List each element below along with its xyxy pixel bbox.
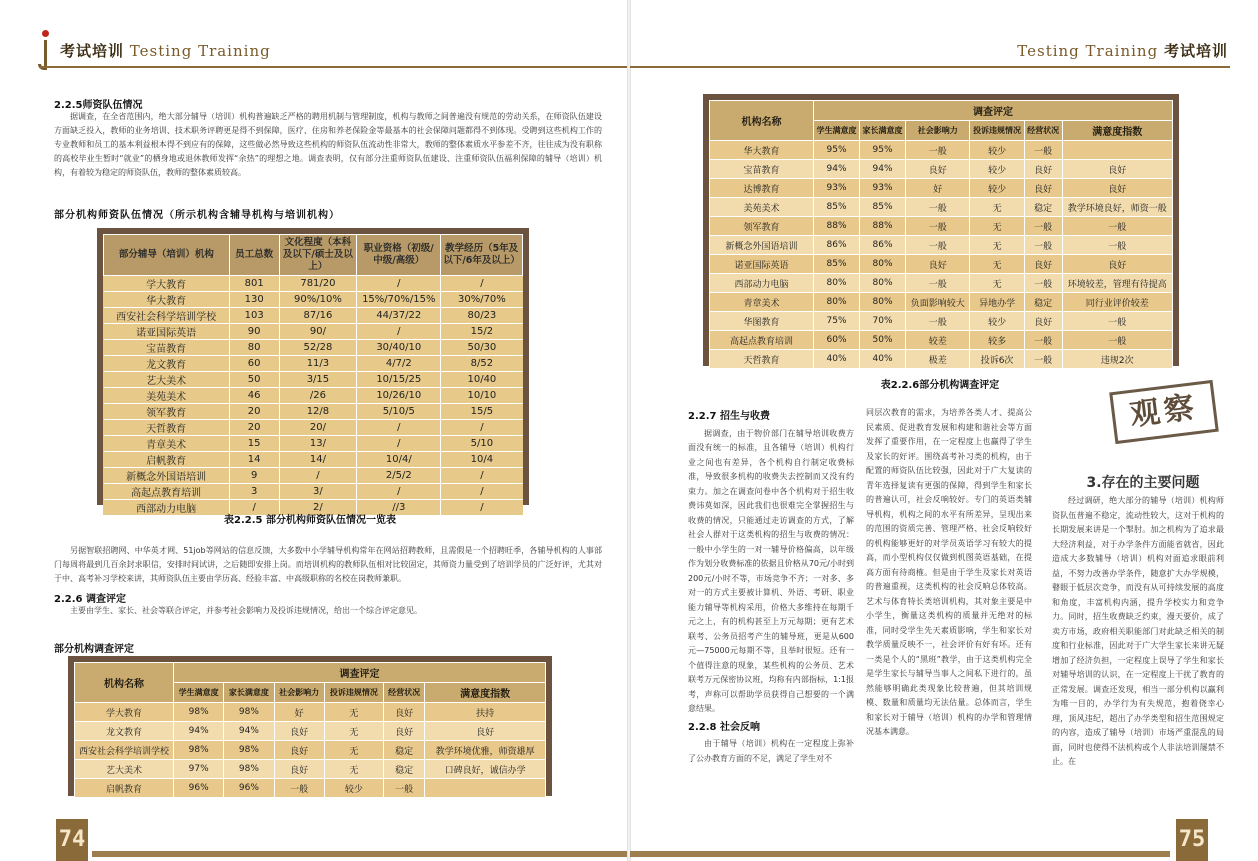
eval-right-col-org: 机构名称 xyxy=(710,101,814,141)
table-cell: 华大教育 xyxy=(710,141,814,160)
table-cell: 80/23 xyxy=(441,308,523,324)
table-cell: 60 xyxy=(229,356,279,372)
table-row xyxy=(104,420,523,436)
eval-col-header: 投诉违规情况 xyxy=(324,683,383,703)
table-cell: 103 xyxy=(229,308,279,324)
table-cell: 14 xyxy=(229,452,279,468)
teacher-col-qualification: 职业资格（初级/中级/高级） xyxy=(357,235,441,276)
table-cell: 70% xyxy=(860,312,906,331)
table-cell: 50 xyxy=(229,372,279,388)
table-row xyxy=(104,372,523,388)
table-row xyxy=(104,404,523,420)
running-header-left xyxy=(60,40,271,68)
eval-table-heading-left: 部分机构调查评定 xyxy=(54,644,134,655)
table-cell: 20/ xyxy=(279,420,357,436)
table-cell: 60% xyxy=(814,331,860,350)
section-228-text: 由于辅导（培训）机构在一定程度上弥补了公办教育方面的不足，满足了学生对不 xyxy=(688,739,854,763)
teacher-table-frame xyxy=(97,228,529,515)
table-cell: 较少 xyxy=(970,160,1024,179)
eval-col-header: 学生满意度 xyxy=(814,121,860,141)
teacher-col-org: 部分辅导（培训）机构 xyxy=(104,235,230,276)
table-row xyxy=(710,160,1173,179)
table-cell: 87/16 xyxy=(279,308,357,324)
table-row xyxy=(710,350,1173,369)
table-cell: 华图教育 xyxy=(710,312,814,331)
table-row xyxy=(710,312,1173,331)
table-cell: 美苑美术 xyxy=(104,388,230,404)
table-cell: 良好 xyxy=(274,741,324,760)
table-cell: 一般 xyxy=(1024,274,1062,293)
teacher-table xyxy=(103,234,523,515)
table-row xyxy=(104,292,523,308)
table-cell: 良好 xyxy=(1062,179,1173,198)
table-row xyxy=(75,760,546,779)
table-cell xyxy=(425,779,546,798)
table-cell: 良好 xyxy=(1024,312,1062,331)
table-cell: / xyxy=(441,420,523,436)
table-cell: 西部动力电脑 xyxy=(104,500,230,516)
table-cell: 86% xyxy=(814,236,860,255)
section-228-title: 2.2.8 社会反响 xyxy=(688,721,760,733)
table-cell: 96% xyxy=(224,779,274,798)
table-cell: 15%/70%/15% xyxy=(357,292,441,308)
eval-right-col-group: 调查评定 xyxy=(814,101,1173,121)
table-cell: 良好 xyxy=(384,722,425,741)
table-cell: 艺大美术 xyxy=(75,760,174,779)
table-cell: 西安社会科学培训学校 xyxy=(75,741,174,760)
table-cell: 良好 xyxy=(384,703,425,722)
table-row xyxy=(104,308,523,324)
table-cell: 90 xyxy=(229,324,279,340)
page-number-right: 75 xyxy=(1176,819,1208,861)
table-cell: 44/37/22 xyxy=(357,308,441,324)
table-cell: 较多 xyxy=(970,331,1024,350)
table-cell: 一般 xyxy=(906,236,970,255)
table-cell: 4/7/2 xyxy=(357,356,441,372)
table-cell: 同行业评价较差 xyxy=(1062,293,1173,312)
table-cell: 10/4 xyxy=(441,452,523,468)
table-cell: 一般 xyxy=(1024,141,1062,160)
eval-col-header: 投诉违规情况 xyxy=(970,121,1024,141)
teacher-table-caption: 表2.2.5 部分机构师资队伍情况一览表 xyxy=(224,515,396,526)
table-cell: 口碑良好，诚信办学 xyxy=(425,760,546,779)
eval-table-right xyxy=(709,100,1173,369)
table-cell: 领军教育 xyxy=(710,217,814,236)
table-cell: 扶持 xyxy=(425,703,546,722)
table-cell: 50/30 xyxy=(441,340,523,356)
table-cell: 一般 xyxy=(906,141,970,160)
header-cn: 考试培训 xyxy=(1163,42,1228,60)
page-footer-left xyxy=(40,819,628,861)
table-cell: 良好 xyxy=(1062,255,1173,274)
eval-col-header: 学生满意度 xyxy=(174,683,224,703)
table-cell: 诺亚国际英语 xyxy=(104,324,230,340)
eval-col-header: 经营状况 xyxy=(1024,121,1062,141)
table-cell: 5/10 xyxy=(441,436,523,452)
text-column-2 xyxy=(866,406,1032,740)
table-cell: 极差 xyxy=(906,350,970,369)
table-cell: 无 xyxy=(970,217,1024,236)
table-cell: 良好 xyxy=(425,722,546,741)
table-row xyxy=(104,356,523,372)
table-cell: 15/5 xyxy=(441,404,523,420)
table-cell: 95% xyxy=(860,141,906,160)
table-cell: 90/ xyxy=(279,324,357,340)
table-cell: / xyxy=(441,468,523,484)
table-cell: 华大教育 xyxy=(104,292,230,308)
eval-col-header: 满意度指数 xyxy=(1062,121,1173,141)
table-cell: 青章美术 xyxy=(710,293,814,312)
table-cell: 85% xyxy=(814,255,860,274)
table-row xyxy=(75,779,546,798)
header-en: Testing Training xyxy=(129,42,271,60)
table-cell: 80 xyxy=(229,340,279,356)
table-cell: 无 xyxy=(324,703,383,722)
table-row xyxy=(710,179,1173,198)
table-row xyxy=(75,722,546,741)
table-row xyxy=(710,198,1173,217)
section-3-title: 3.存在的主要问题 xyxy=(1086,475,1200,491)
table-cell: / xyxy=(279,468,357,484)
teacher-col-experience: 教学经历（5年及以下/6年及以上） xyxy=(441,235,523,276)
table-cell: 教学环境优雅，师资雄厚 xyxy=(425,741,546,760)
teacher-table-heading: 部分机构师资队伍情况（所示机构含辅导机构与培训机构） xyxy=(54,210,340,221)
eval-col-header: 家长满意度 xyxy=(860,121,906,141)
table-cell: 80% xyxy=(860,255,906,274)
table-cell: 一般 xyxy=(1024,236,1062,255)
table-cell: 西部动力电脑 xyxy=(710,274,814,293)
table-row xyxy=(710,255,1173,274)
eval-table-left-frame xyxy=(68,656,552,796)
table-cell: 15 xyxy=(229,436,279,452)
table-cell: 艺大美术 xyxy=(104,372,230,388)
table-cell: 9 xyxy=(229,468,279,484)
table-cell: 宝苗教育 xyxy=(104,340,230,356)
section-225-title: 2.2.5师资队伍情况 xyxy=(54,100,143,111)
table-cell: 3/15 xyxy=(279,372,357,388)
table-cell: 15/2 xyxy=(441,324,523,340)
eval-table-right-frame xyxy=(703,94,1179,366)
table-cell: 93% xyxy=(860,179,906,198)
table-cell: 良好 xyxy=(1024,255,1062,274)
table-row xyxy=(710,217,1173,236)
page-footer-right xyxy=(630,819,1228,861)
table-cell: 95% xyxy=(814,141,860,160)
eval-col-header: 经营状况 xyxy=(384,683,425,703)
footer-bar-left xyxy=(92,851,628,857)
footer-bar-right xyxy=(630,851,1170,857)
table-cell: 90%/10% xyxy=(279,292,357,308)
table-cell: 98% xyxy=(224,703,274,722)
table-cell: 5/10/5 xyxy=(357,404,441,420)
table-row xyxy=(710,293,1173,312)
eval-col-header: 家长满意度 xyxy=(224,683,274,703)
eval-left-col-org: 机构名称 xyxy=(75,663,174,703)
table-cell: 宝苗教育 xyxy=(710,160,814,179)
table-cell: 98% xyxy=(224,741,274,760)
table-cell: 94% xyxy=(814,160,860,179)
table-row xyxy=(75,703,546,722)
table-cell: 781/20 xyxy=(279,276,357,292)
section-226-title: 2.2.6 调查评定 xyxy=(54,594,126,605)
table-cell: 98% xyxy=(174,741,224,760)
table-cell: 异地办学 xyxy=(970,293,1024,312)
table-cell: 学大教育 xyxy=(104,276,230,292)
header-cn: 考试培训 xyxy=(60,42,125,60)
table-cell: 12/8 xyxy=(279,404,357,420)
table-cell: 一般 xyxy=(1062,217,1173,236)
table-cell: 新概念外国语培训 xyxy=(710,236,814,255)
table-row xyxy=(104,484,523,500)
table-cell: 80% xyxy=(860,274,906,293)
table-cell: 无 xyxy=(970,274,1024,293)
table-cell: / xyxy=(357,484,441,500)
table-cell xyxy=(1062,141,1173,160)
table-cell: 80% xyxy=(814,293,860,312)
table-cell: 10/10 xyxy=(441,388,523,404)
table-cell: 88% xyxy=(860,217,906,236)
table-cell: 投诉6次 xyxy=(970,350,1024,369)
table-cell: / xyxy=(441,276,523,292)
eval-col-header: 社会影响力 xyxy=(274,683,324,703)
table-cell: 10/40 xyxy=(441,372,523,388)
table-cell: 一般 xyxy=(906,217,970,236)
table-cell: 较少 xyxy=(324,779,383,798)
table-cell: 无 xyxy=(970,255,1024,274)
section-3-text: 经过调研，绝大部分的辅导（培训）机构师资队伍普遍不稳定，流动性较大，这对于机构的长期发展来讲是一个掣肘。加之机构为了追求最大经济利益，对于办学条件方面能省就省，因此造成大多数辅导（培训）机构对面追求眼前利益，不努力改善办学条件，随意扩大办学规模，瞽眼于低层次竞争，而没有从可持续发展的高度和角度，丰富机构内涵，提升学校实力和竞争力。同时，招生收费缺乏约束，漫天要价，成了卖方市场，政府相关职能部门对此缺乏相关的制度和行业标准，因此对于广大学生家长来讲无疑增加了经济负担，一定程度上误导了学生和家长对辅导培训的认识，在一定程度上干扰了教育的正常发展。调查还发现，相当一部分机构以赢利为唯一目的，办学行为有失规范，抱着侥幸心理，顶风违纪，超出了办学类型和招生范围规定的内容，造成了辅导（培训）市场严重混乱的局面，同时也使得不法机构或个人非法培训屡禁不止。在 xyxy=(1052,496,1224,766)
table-cell: 一般 xyxy=(274,779,324,798)
eval-col-header: 社会影响力 xyxy=(906,121,970,141)
table-cell: 龙文教育 xyxy=(75,722,174,741)
table-cell: 较差 xyxy=(906,331,970,350)
header-en: Testing Training xyxy=(1017,42,1159,60)
table-cell: 龙文教育 xyxy=(104,356,230,372)
table-cell: 8/52 xyxy=(441,356,523,372)
table-cell: 98% xyxy=(174,703,224,722)
table-cell: / xyxy=(441,484,523,500)
table-cell: 46 xyxy=(229,388,279,404)
table-cell: 无 xyxy=(970,236,1024,255)
table-cell: 较少 xyxy=(970,179,1024,198)
table-cell: 40% xyxy=(814,350,860,369)
table-cell: / xyxy=(357,276,441,292)
table-row xyxy=(104,276,523,292)
table-cell: 130 xyxy=(229,292,279,308)
observation-stamp: 观察 xyxy=(1109,380,1219,444)
table-cell: 高起点教育培训 xyxy=(710,331,814,350)
section-225-text: 据调查，在全省范围内，绝大部分辅导（培训）机构普遍缺乏严格的聘用机制与管理制度，机构与教师之间普遍没有规范的劳动关系，在师资队伍建设方面缺乏投入，教师的业务培训、技术职务评聘更是得不到保障，医疗、住房和养老保险金等最基本的社会保障问题都得不到体现。受聘到这些机构工作的专业教师和员工的基本利益根本得不到应有的保障，这些做必然导致这些机构的师资队伍流动性非常大，教师的整体素质水平参差不齐，往往成为没有职称的高校毕业生暂时“就业”的栖身地或退休教师发挥“余热”的理想之地。调查表明，仅有部分注重师资队伍建设、注重师资队伍福利保障的辅导（培训）机构，有着较为稳定的师资队伍，教师的整体素质较高。 xyxy=(54,112,602,177)
section-227-title: 2.2.7 招生与收费 xyxy=(688,411,770,422)
section-226-text: 主要由学生、家长、社会等联合评定，并参考社会影响力及投诉违规情况，给出一个综合评定意见。 xyxy=(70,606,422,615)
table-cell: 负面影响较大 xyxy=(906,293,970,312)
table-cell: 2/ xyxy=(279,500,357,516)
table-cell: 良好 xyxy=(274,760,324,779)
right-page xyxy=(630,0,1258,861)
table-cell: 美苑美术 xyxy=(710,198,814,217)
table-cell: 96% xyxy=(174,779,224,798)
text-column-1 xyxy=(688,406,854,766)
eval-table-left xyxy=(74,662,546,798)
table-cell: 无 xyxy=(324,760,383,779)
table-cell: 学大教育 xyxy=(75,703,174,722)
header-rule xyxy=(40,66,628,68)
table-cell: 良好 xyxy=(1062,160,1173,179)
table-cell: 天哲教育 xyxy=(710,350,814,369)
table-cell: 一般 xyxy=(1062,236,1173,255)
table-row xyxy=(104,324,523,340)
table-cell: 一般 xyxy=(1024,331,1062,350)
table-cell: 11/3 xyxy=(279,356,357,372)
table-cell: 无 xyxy=(324,722,383,741)
table-cell: 85% xyxy=(814,198,860,217)
table-cell: 一般 xyxy=(1024,350,1062,369)
table-cell: 13/ xyxy=(279,436,357,452)
table-cell: 80% xyxy=(814,274,860,293)
text-column-3 xyxy=(1052,494,1224,770)
table-cell: 3/ xyxy=(279,484,357,500)
table-cell: 94% xyxy=(860,160,906,179)
table-cell: 20 xyxy=(229,420,279,436)
table-row xyxy=(104,436,523,452)
table-cell: 94% xyxy=(174,722,224,741)
table-cell: 50% xyxy=(860,331,906,350)
table-cell: //3 xyxy=(357,500,441,516)
table-cell: / xyxy=(357,324,441,340)
table-cell: 好 xyxy=(274,703,324,722)
table-row xyxy=(104,452,523,468)
table-cell: 诺亚国际英语 xyxy=(710,255,814,274)
table-row xyxy=(75,741,546,760)
table-cell: 一般 xyxy=(1062,312,1173,331)
table-cell: 97% xyxy=(174,760,224,779)
table-cell: 新概念外国语培训 xyxy=(104,468,230,484)
table-cell: 青章美术 xyxy=(104,436,230,452)
table-cell: 稳定 xyxy=(384,741,425,760)
table-row xyxy=(710,141,1173,160)
table-row xyxy=(710,331,1173,350)
table-cell: 无 xyxy=(970,198,1024,217)
table-cell: /26 xyxy=(279,388,357,404)
table-cell: 稳定 xyxy=(1024,293,1062,312)
table-cell: / xyxy=(229,500,279,516)
table-cell: 30%/70% xyxy=(441,292,523,308)
table-cell: 良好 xyxy=(1024,160,1062,179)
table-cell: 14/ xyxy=(279,452,357,468)
table-cell: 良好 xyxy=(906,255,970,274)
table-cell: 2/5/2 xyxy=(357,468,441,484)
table-cell: 较少 xyxy=(970,141,1024,160)
table-cell: 好 xyxy=(906,179,970,198)
table-cell: 10/4/ xyxy=(357,452,441,468)
table-cell: 一般 xyxy=(906,198,970,217)
table-cell: 一般 xyxy=(1062,331,1173,350)
table-row xyxy=(104,468,523,484)
table-cell: 85% xyxy=(860,198,906,217)
teacher-col-total: 员工总数 xyxy=(229,235,279,276)
table-cell: 30/40/10 xyxy=(357,340,441,356)
table-cell: 西安社会科学培训学校 xyxy=(104,308,230,324)
table-cell: 一般 xyxy=(906,312,970,331)
table-cell: / xyxy=(357,420,441,436)
section-227-text: 据调查，由于物价部门在辅导培训收费方面没有统一的标准，且各辅导（培训）机构行业之间也有差异，各个机构自行制定收费标准，导致很多机构的收费失去控制而又没有约束力。加之在调查问卷中各个机构对于招生收费讳莫如深，因此我们也很难完全掌握招生与收费的情况，只能通过走访调查的方式，了解社会人群对于这类机构的招生与收费的情况：一般中小学生的一对一辅导价格偏高，以年级作为划分收费标准的依据且价格从70元/小时到200元/小时不等，市场竞争不齐；一对多、多对一的方式主要被计算机、外语、考研、职业能力辅导等机构采用，价格大多维持在每期千元之上，有的机构甚至上万元每期；更有艺术联考、公务员招考产生的辅导班，更是从600元—75000元每期不等，且举时很短。还有一个值得注意的现象，某些机构的公务员、艺术联考万元保密协议班，均称有内部指标，1:1报考，声称可以帮助学员获得自己想要的一个满意结果。 xyxy=(688,428,854,713)
table-cell: / xyxy=(441,500,523,516)
table-cell: 高起点教育培训 xyxy=(104,484,230,500)
eval-table-right-caption: 表2.2.6部分机构调查评定 xyxy=(880,380,1000,391)
table-cell: 良好 xyxy=(906,160,970,179)
table-cell: 违规2次 xyxy=(1062,350,1173,369)
table-cell: 稳定 xyxy=(384,760,425,779)
table-cell: 40% xyxy=(860,350,906,369)
table-cell: 98% xyxy=(224,760,274,779)
table-cell: 3 xyxy=(229,484,279,500)
table-cell: 86% xyxy=(860,236,906,255)
table-cell: 94% xyxy=(224,722,274,741)
recruit-text: 另据智联招聘网、中华英才网、51job等网站的信息反馈，大多数中小学辅导机构常年在网站招聘教师，且需假是一个招聘旺季，各辅导机构的人事部门每周将最到几百余封求职信，安排时间试讲，之后随即安排上岗。而培训机构的教师队伍相对比较固定，其师资力量受到了培训学员的广泛好评，尤其对于中、高考补习学校来讲，其师资队伍主要由学历高、经验丰富、中高级职称的名校在岗教师兼职。 xyxy=(54,546,602,583)
section-228-continued: 同层次教育的需求，为培养各类人才、提高公民素质、促进教育发展和构建和谐社会等方面发挥了重要作用，在一定程度上也赢得了学生及家长的好评。围绕高考补习类的机构，由于配置的师资队伍比较强，因此对于广大复读的青年选择复读有更强的保障，得到学生和家长的普遍认可，社会反响较好。专门的英语类辅导机构，机构之间的水平有所差异，呈现出来的范围的资质完善、管理严格、社会反响较好的机构能够更好的对学员英语学习有较大的提高，而小型机构仅仅做到机图英语基础，在提高方面有待商榷。但是由于学生及家长对英语的普遍重视，这类机构的社会反响总体较高。艺术与体育特长类培训机构，其对象主要是中小学生，衡量这类机构的质量并无绝对的标准，同时受学生先天素质影响，学生和家长对教学质量反映不一，社会评价有好有坏。还有一类是个人的“黑班”教学，由于这类机构完全是学生家长与辅导当事人之间私下进行的，虽然能够明确此类现象比较普遍，但其培训规模、数量和质量均无法估量。总体而言，学生和家长对于辅导（培训）机构的办学和管理情况基本满意。 xyxy=(866,408,1032,736)
table-cell: 启帆教育 xyxy=(75,779,174,798)
table-cell: 801 xyxy=(229,276,279,292)
table-row xyxy=(710,274,1173,293)
table-cell: 80% xyxy=(860,293,906,312)
eval-col-header: 满意度指数 xyxy=(425,683,546,703)
eval-left-col-group: 调查评定 xyxy=(174,663,546,683)
table-cell: 稳定 xyxy=(1024,198,1062,217)
table-cell: 88% xyxy=(814,217,860,236)
table-cell: 10/15/25 xyxy=(357,372,441,388)
table-row xyxy=(710,236,1173,255)
table-cell: 93% xyxy=(814,179,860,198)
table-cell: 一般 xyxy=(1024,217,1062,236)
left-page xyxy=(0,0,628,861)
table-cell: 环境较差，管理有待提高 xyxy=(1062,274,1173,293)
table-cell: 良好 xyxy=(1024,179,1062,198)
table-cell: 较少 xyxy=(970,312,1024,331)
table-row xyxy=(104,388,523,404)
table-cell: 52/28 xyxy=(279,340,357,356)
table-cell: 教学环境良好，师资一般 xyxy=(1062,198,1173,217)
page-number-left: 74 xyxy=(56,819,88,861)
running-header-right xyxy=(1017,40,1228,68)
table-cell: 领军教育 xyxy=(104,404,230,420)
table-cell: 一般 xyxy=(906,274,970,293)
table-row xyxy=(104,340,523,356)
table-cell: / xyxy=(357,436,441,452)
table-cell: 20 xyxy=(229,404,279,420)
table-cell: 一般 xyxy=(384,779,425,798)
table-cell: 无 xyxy=(324,741,383,760)
table-cell: 启帆教育 xyxy=(104,452,230,468)
teacher-col-education: 文化程度（本科及以下/硕士及以上） xyxy=(279,235,357,276)
table-cell: 10/26/10 xyxy=(357,388,441,404)
table-cell: 天哲教育 xyxy=(104,420,230,436)
table-cell: 75% xyxy=(814,312,860,331)
table-cell: 达博教育 xyxy=(710,179,814,198)
table-cell: 良好 xyxy=(274,722,324,741)
